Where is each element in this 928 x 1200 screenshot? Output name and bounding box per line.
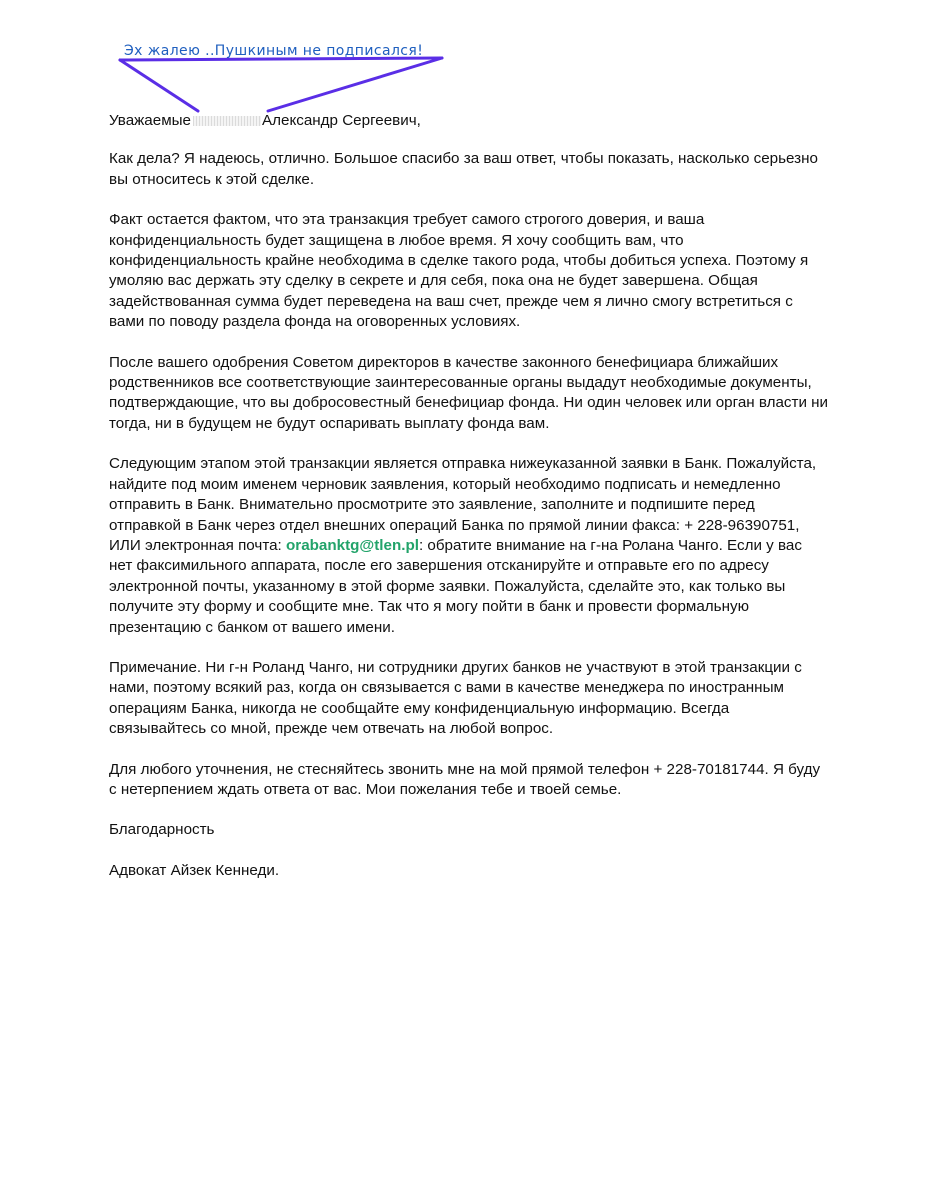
handwritten-annotation: Эх жалею ..Пушкиным не подписался! xyxy=(124,43,424,59)
letter-closing: Благодарность xyxy=(109,821,215,839)
paragraph-3: После вашего одобрения Советом директоров в качестве законного бенефициара ближайших родственников все соответствующие заинтересованные органы выдадут необходимые документы, подтверждающие, что вы добросовестный бенефициар фонда. Ни один человек или орган власти ни тогда, ни в будущем не будут оспаривать выплату фонда вам. xyxy=(109,353,829,432)
letter-greeting xyxy=(109,111,829,131)
letter-body xyxy=(109,111,829,901)
paragraph-4-part-1: Следующим этапом этой транзакции является отправка нижеуказанной заявки в Банк. Пожалуйста, найдите под моим именем черновик заявления, который необходимо подписать и немедленно отправить в Банк. Внимательно просмотрите это заявление, заполните и подпишите перед отправкой в Банк через отдел внешних операций Банка по прямой линии факса: + 228-96390751, ИЛИ электронная почта: xyxy=(109,455,817,554)
paragraph-4-part-2: : обратите внимание на г-на Ролана Чанго. Если у вас нет факсимильного аппарата, после его завершения отсканируйте и отправьте его по адресу электронной почты, указанному в этой форме заявки. Пожалуйста, сделайте это, как только вы получите эту форму и сообщите мне. Так что я могу пойти в банк и провести формальную презентацию с банком от вашего имени. xyxy=(109,536,802,636)
letter-signature: Адвокат Айзек Кеннеди. xyxy=(109,861,280,879)
paragraph-2: Факт остается фактом, что эта транзакция требует самого строгого доверия, и ваша конфиденциальность будет защищена в любое время. Я хочу сообщить вам, что конфиденциальность крайне необходима в сделке такого рода, чтобы добиться успеха. Поэтому я умоляю вас держать эту сделку в секрете и для себя, пока она не будет завершена. Общая задействованная сумма будет переведена на ваш счет, прежде чем я лично смогу встретиться с вами по поводу раздела фонда на оговоренных условиях. xyxy=(109,211,809,331)
paragraph-5: Примечание. Ни г-н Роланд Чанго, ни сотрудники других банков не участвуют в этой транзакции с нами, поэтому всякий раз, когда он связывается с вами в качестве менеджера по иностранным операциям Банка, никогда не сообщайте ему конфиденциальную информацию. Всегда связывайтесь со мной, прежде чем отвечать на любой вопрос. xyxy=(109,658,802,738)
paragraph-6: Для любого уточнения, не стесняйтесь звонить мне на мой прямой телефон + 228-70181744. Я буду с нетерпением ждать ответа от вас. Мои пожелания тебе и твоей семье. xyxy=(109,760,821,798)
greeting-prefix: Уважаемые xyxy=(109,112,191,129)
annotation-arrow-left xyxy=(120,60,198,111)
redacted-name xyxy=(193,116,261,126)
email-address: orabanktg@tlen.pl xyxy=(286,536,419,554)
paragraph-4 xyxy=(109,454,829,638)
annotation-arrow-right xyxy=(268,58,442,111)
greeting-name: Александр Сергеевич, xyxy=(262,112,421,129)
paragraph-1: Как дела? Я надеюсь, отлично. Большое спасибо за ваш ответ, чтобы показать, насколько серьезно вы относитесь к этой сделке. xyxy=(109,150,818,188)
